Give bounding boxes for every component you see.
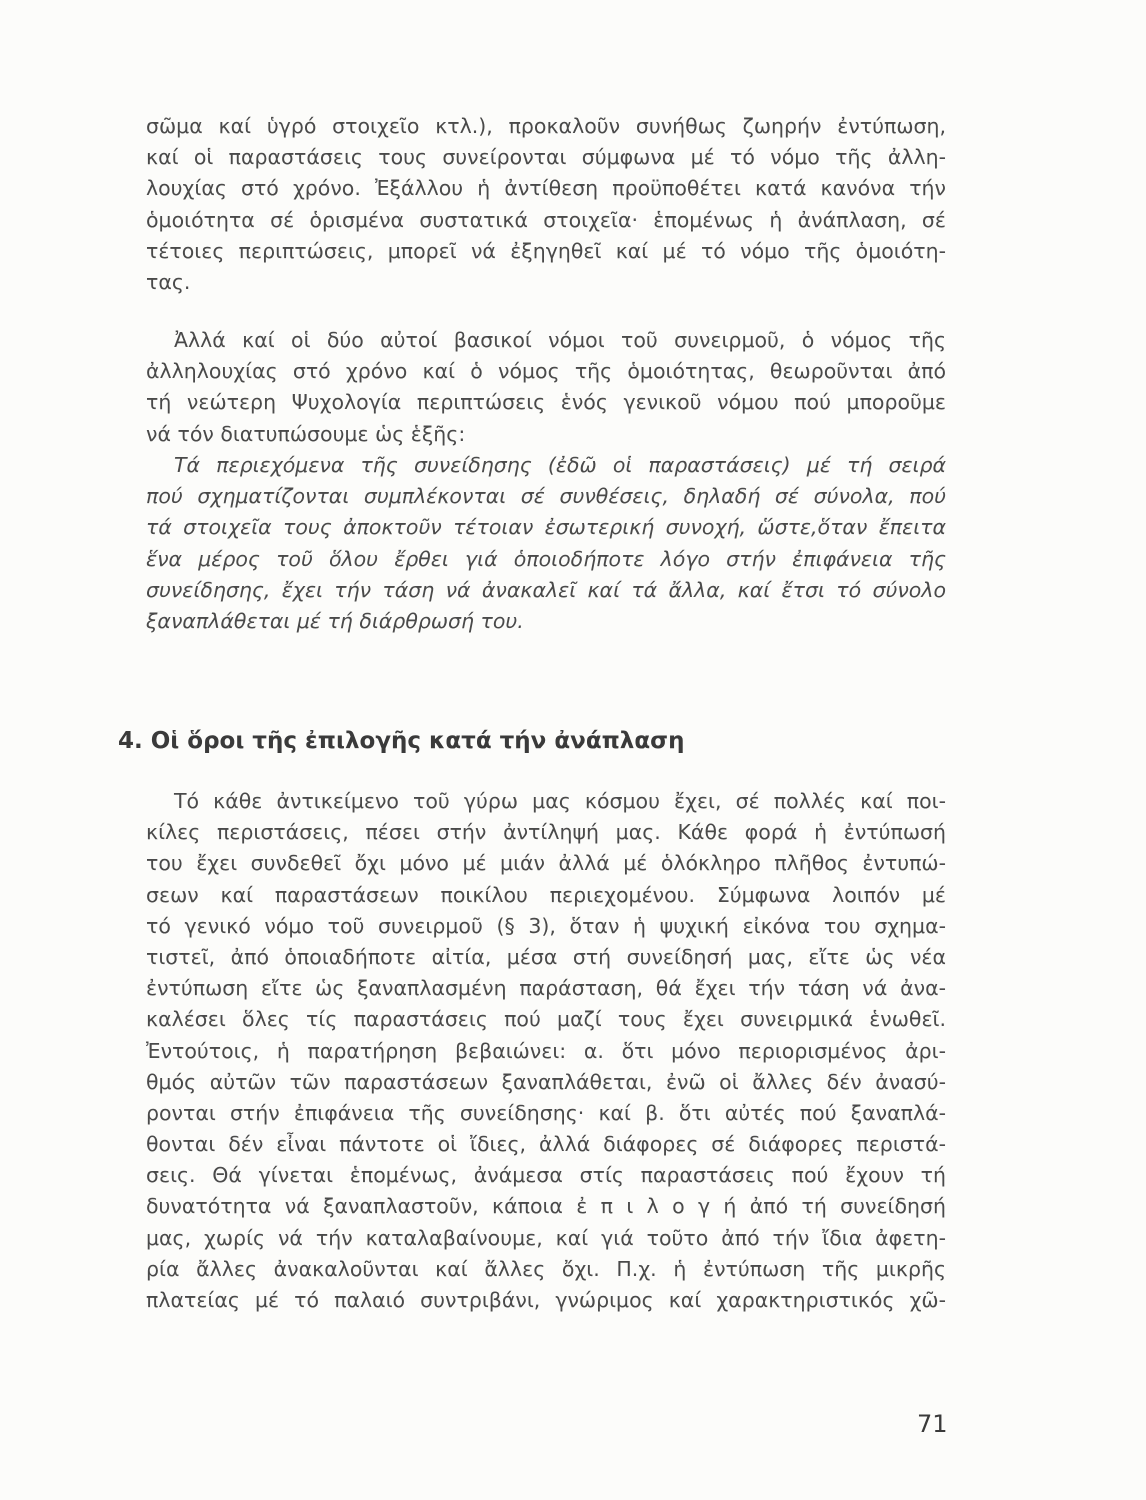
text-line: τιστεῖ, ἀπό ὁποιαδήποτε αἰτία, μέσα στή συνείδησή μας, εἴτε ὡς νέα	[146, 944, 946, 969]
text-line: καί οἱ παραστάσεις τους συνείρονται σύμφωνα μέ τό νόμο τῆς ἀλλη-	[146, 145, 946, 170]
text-line: τή νεώτερη Ψυχολογία περιπτώσεις ἑνός γενικοῦ νόμου πού μποροῦμε	[146, 390, 946, 415]
text-line: συνείδησης, ἔχει τήν τάση νά ἀνακαλεῖ καί τά ἄλλα, καί ἔτσι τό σύνολο	[146, 577, 946, 602]
text-line: Ἀλλά καί οἱ δύο αὐτοί βασικοί νόμοι τοῦ συνειρμοῦ, ὁ νόμος τῆς	[174, 328, 946, 352]
text-line: μας, χωρίς νά τήν καταλαβαίνουμε, καί γιά τοῦτο ἀπό τήν ἴδια ἀφετη-	[146, 1225, 946, 1250]
text-line: σεων καί παραστάσεων ποικίλου περιεχομένου. Σύμφωνα λοιπόν μέ	[146, 882, 946, 907]
text-line: ἐντύπωση εἴτε ὡς ξαναπλασμένη παράσταση, θά ἔχει τήν τάση νά ἀνα-	[146, 976, 946, 1001]
italic-law-statement	[146, 450, 946, 637]
paragraph-3	[146, 786, 946, 1316]
paragraph-1	[146, 111, 946, 298]
text-line: Ἐντούτοις, ἡ παρατήρηση βεβαιώνει: α. ὅτι μόνο περιορισμένος ἀρι-	[146, 1038, 946, 1063]
text-line: λουχίας στό χρόνο. Ἐξάλλου ἡ ἀντίθεση προϋποθέτει κατά κανόνα τήν	[146, 176, 946, 201]
text-line: θονται δέν εἶναι πάντοτε οἱ ἴδιες, ἀλλά διάφορες σέ διάφορες περιστά-	[146, 1132, 946, 1157]
text-line: τά στοιχεῖα τους ἀποκτοῦν τέτοιαν ἐσωτερική συνοχή, ὥστε,ὅταν ἔπειτα	[146, 515, 946, 540]
text-line: σῶμα καί ὑγρό στοιχεῖο κτλ.), προκαλοῦν συνήθως ζωηρήν ἐντύπωση,	[146, 114, 946, 138]
text-line: ἕνα μέρος τοῦ ὅλου ἔρθει γιά ὁποιοδήποτε λόγο στήν ἐπιφάνεια τῆς	[146, 546, 946, 571]
text-line: κίλες περιστάσεις, πέσει στήν ἀντίληψή μας. Κάθε φορά ἡ ἐντύπωσή	[146, 820, 946, 845]
section-heading: 4. Οἱ ὅροι τῆς ἐπιλογῆς κατά τήν ἀνάπλαση	[118, 728, 685, 754]
text-line: σεις. Θά γίνεται ἑπομένως, ἀνάμεσα στίς παραστάσεις πού ἔχουν τή	[146, 1163, 946, 1188]
text-line: ἀλληλουχίας στό χρόνο καί ὁ νόμος τῆς ὁμοιότητας, θεωροῦνται ἀπό	[146, 359, 946, 384]
text-line: Τά περιεχόμενα τῆς συνείδησης (ἐδῶ οἱ παραστάσεις) μέ τή σειρά	[174, 453, 946, 477]
text-line: δυνατότητα νά ξαναπλαστοῦν, κάποια ἐ π ι λ ο γ ή ἀπό τή συνείδησή	[146, 1194, 946, 1219]
text-line: νά τόν διατυπώσουμε ὡς ἑξῆς:	[146, 421, 466, 446]
paragraph-2	[146, 325, 946, 450]
text-line: ρονται στήν ἐπιφάνεια τῆς συνείδησης· καί β. ὅτι αὐτές πού ξαναπλά-	[146, 1100, 946, 1125]
text-line: ρία ἄλλες ἀνακαλοῦνται καί ἄλλες ὄχι. Π.χ. ἡ ἐντύπωση τῆς μικρῆς	[146, 1256, 946, 1281]
text-line: ξαναπλάθεται μέ τή διάρθρωσή του.	[146, 608, 524, 633]
text-line: τό γενικό νόμο τοῦ συνειρμοῦ (§ 3), ὅταν ἡ ψυχική εἰκόνα του σχημα-	[146, 913, 946, 938]
text-line: θμός αὐτῶν τῶν παραστάσεων ξαναπλάθεται, ἐνῶ οἱ ἄλλες δέν ἀνασύ-	[146, 1069, 946, 1094]
page-number: 71	[917, 1410, 948, 1438]
text-line: πλατείας μέ τό παλαιό συντριβάνι, γνώριμος καί χαρακτηριστικός χῶ-	[146, 1288, 946, 1312]
text-line: καλέσει ὅλες τίς παραστάσεις πού μαζί τους ἔχει συνειρμικά ἑνωθεῖ.	[146, 1007, 946, 1032]
text-line: πού σχηματίζονται συμπλέκονται σέ συνθέσεις, δηλαδή σέ σύνολα, πού	[146, 484, 946, 509]
text-line: τέτοιες περιπτώσεις, μπορεῖ νά ἐξηγηθεῖ καί μέ τό νόμο τῆς ὁμοιότη-	[146, 238, 946, 263]
text-line: τας.	[146, 269, 191, 294]
text-line: Τό κάθε ἀντικείμενο τοῦ γύρω μας κόσμου ἔχει, σέ πολλές καί ποι-	[174, 789, 946, 813]
text-line: ὁμοιότητα σέ ὁρισμένα συστατικά στοιχεῖα· ἑπομένως ἡ ἀνάπλαση, σέ	[146, 207, 946, 232]
text-line: του ἔχει συνδεθεῖ ὄχι μόνο μέ μιάν ἀλλά μέ ὁλόκληρο πλῆθος ἐντυπώ-	[146, 851, 946, 876]
